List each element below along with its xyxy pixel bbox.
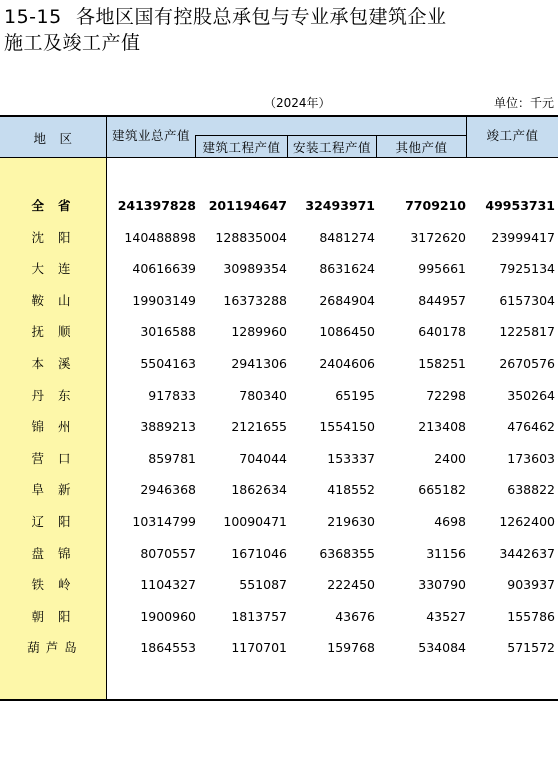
construction-output-value: 1813757 xyxy=(231,608,287,624)
total-output-value: 859781 xyxy=(148,450,196,466)
table-row xyxy=(0,506,558,538)
other-output-value: 43527 xyxy=(426,608,466,624)
construction-output-value: 1671046 xyxy=(231,545,287,561)
completed-output-value: 350264 xyxy=(507,387,555,403)
completed-output-value: 3442637 xyxy=(499,545,555,561)
other-output-value: 72298 xyxy=(426,387,466,403)
other-output-value: 665182 xyxy=(418,482,466,498)
total-output-value: 10314799 xyxy=(132,514,196,529)
title-line-2: 施工及竣工产值 xyxy=(4,32,141,54)
installation-output-value: 2404606 xyxy=(319,356,375,371)
installation-output-value: 1554150 xyxy=(319,419,375,435)
construction-output-value: 1289960 xyxy=(231,324,287,340)
header-subdivider xyxy=(195,135,467,136)
region-name: 锦州 xyxy=(31,419,85,435)
header-divider xyxy=(287,136,288,158)
total-output-value: 1864553 xyxy=(140,640,196,656)
construction-output-value: 2941306 xyxy=(231,356,287,371)
total-output-value: 19903149 xyxy=(132,292,196,308)
total-output-value: 2946368 xyxy=(140,482,196,498)
completed-output-value: 6157304 xyxy=(499,292,555,308)
region-name: 辽阳 xyxy=(31,514,85,529)
header-other-output: 其他产值 xyxy=(395,140,448,155)
construction-output-value: 30989354 xyxy=(223,261,287,277)
region-name: 铁岭 xyxy=(31,577,85,593)
table-row xyxy=(0,632,558,664)
table-row xyxy=(0,316,558,348)
table-row xyxy=(0,569,558,601)
table-row xyxy=(0,222,558,254)
region-name: 全省 xyxy=(31,198,85,213)
page-title xyxy=(4,4,447,56)
other-output-value: 4698 xyxy=(434,514,466,529)
header-installation-output: 安装工程产值 xyxy=(292,140,371,155)
header-region: 地 区 xyxy=(33,131,73,146)
header-divider xyxy=(106,117,107,158)
other-output-value: 844957 xyxy=(418,292,466,308)
completed-output-value: 49953731 xyxy=(485,198,555,213)
construction-output-value: 780340 xyxy=(239,387,287,403)
completed-output-value: 173603 xyxy=(507,450,555,466)
total-output-value: 5504163 xyxy=(140,356,196,371)
other-output-value: 3172620 xyxy=(410,229,466,245)
total-output-value: 241397828 xyxy=(117,198,196,213)
region-name: 阜新 xyxy=(31,482,85,498)
bottom-rule xyxy=(0,699,558,701)
completed-output-value: 571572 xyxy=(507,640,555,656)
completed-output-value: 2670576 xyxy=(499,356,555,371)
other-output-value: 330790 xyxy=(418,577,466,593)
table-row xyxy=(0,601,558,633)
header-divider xyxy=(466,117,467,158)
table-row xyxy=(0,380,558,412)
region-name: 本溪 xyxy=(31,356,85,371)
header-divider xyxy=(195,136,196,158)
table-row xyxy=(0,411,558,443)
completed-output-value: 1262400 xyxy=(499,514,555,529)
installation-output-value: 418552 xyxy=(327,482,375,498)
region-name: 丹东 xyxy=(31,387,85,403)
header-divider xyxy=(376,136,377,158)
total-output-value: 3016588 xyxy=(140,324,196,340)
installation-output-value: 65195 xyxy=(335,387,375,403)
completed-output-value: 903937 xyxy=(507,577,555,593)
other-output-value: 995661 xyxy=(418,261,466,277)
table-row-total xyxy=(0,190,558,222)
table-row xyxy=(0,443,558,475)
construction-output-value: 704044 xyxy=(239,450,287,466)
construction-output-value: 1170701 xyxy=(231,640,287,656)
region-name: 盘锦 xyxy=(31,545,85,561)
table-row xyxy=(0,285,558,317)
other-output-value: 534084 xyxy=(418,640,466,656)
installation-output-value: 2684904 xyxy=(319,292,375,308)
region-name: 沈阳 xyxy=(31,229,85,245)
unit-label: 单位：千元 xyxy=(493,96,554,110)
total-output-value: 3889213 xyxy=(140,419,196,435)
installation-output-value: 43676 xyxy=(335,608,375,624)
other-output-value: 31156 xyxy=(426,545,466,561)
total-output-value: 140488898 xyxy=(124,229,196,245)
completed-output-value: 476462 xyxy=(507,419,555,435)
table-row xyxy=(0,253,558,285)
table-header xyxy=(0,117,558,158)
total-output-value: 1900960 xyxy=(140,608,196,624)
construction-output-value: 1862634 xyxy=(231,482,287,498)
header-total-output: 建筑业总产值 xyxy=(111,128,190,143)
installation-output-value: 1086450 xyxy=(319,324,375,340)
construction-output-value: 551087 xyxy=(239,577,287,593)
region-name: 朝阳 xyxy=(31,608,85,624)
region-name: 营口 xyxy=(31,450,85,466)
table-number: 15-15 xyxy=(4,6,62,28)
region-name: 大连 xyxy=(31,261,85,277)
construction-output-value: 128835004 xyxy=(215,229,287,245)
other-output-value: 213408 xyxy=(418,419,466,435)
other-output-value: 7709210 xyxy=(405,198,466,213)
installation-output-value: 219630 xyxy=(327,514,375,529)
installation-output-value: 222450 xyxy=(327,577,375,593)
header-construction-output: 建筑工程产值 xyxy=(202,140,281,155)
other-output-value: 2400 xyxy=(434,450,466,466)
table-row xyxy=(0,348,558,380)
total-output-value: 1104327 xyxy=(140,577,196,593)
completed-output-value: 638822 xyxy=(507,482,555,498)
completed-output-value: 1225817 xyxy=(499,324,555,340)
completed-output-value: 23999417 xyxy=(491,229,555,245)
completed-output-value: 7925134 xyxy=(499,261,555,277)
construction-output-value: 10090471 xyxy=(223,514,287,529)
header-completed-output: 竣工产值 xyxy=(486,128,539,143)
table-row xyxy=(0,538,558,570)
region-name: 葫芦岛 xyxy=(27,640,83,656)
region-name: 抚顺 xyxy=(31,324,85,340)
installation-output-value: 8631624 xyxy=(319,261,375,277)
construction-output-value: 2121655 xyxy=(231,419,287,435)
year-label: （2024年） xyxy=(264,96,331,110)
completed-output-value: 155786 xyxy=(507,608,555,624)
installation-output-value: 153337 xyxy=(327,450,375,466)
total-output-value: 8070557 xyxy=(140,545,196,561)
other-output-value: 640178 xyxy=(418,324,466,340)
installation-output-value: 8481274 xyxy=(319,229,375,245)
total-output-value: 917833 xyxy=(148,387,196,403)
installation-output-value: 159768 xyxy=(327,640,375,656)
total-output-value: 40616639 xyxy=(132,261,196,277)
construction-output-value: 201194647 xyxy=(208,198,287,213)
construction-output-value: 16373288 xyxy=(223,292,287,308)
installation-output-value: 32493971 xyxy=(305,198,375,213)
installation-output-value: 6368355 xyxy=(319,545,375,561)
title-line-1: 各地区国有控股总承包与专业承包建筑企业 xyxy=(76,6,447,28)
region-name: 鞍山 xyxy=(31,292,85,308)
table-row xyxy=(0,474,558,506)
other-output-value: 158251 xyxy=(418,356,466,371)
